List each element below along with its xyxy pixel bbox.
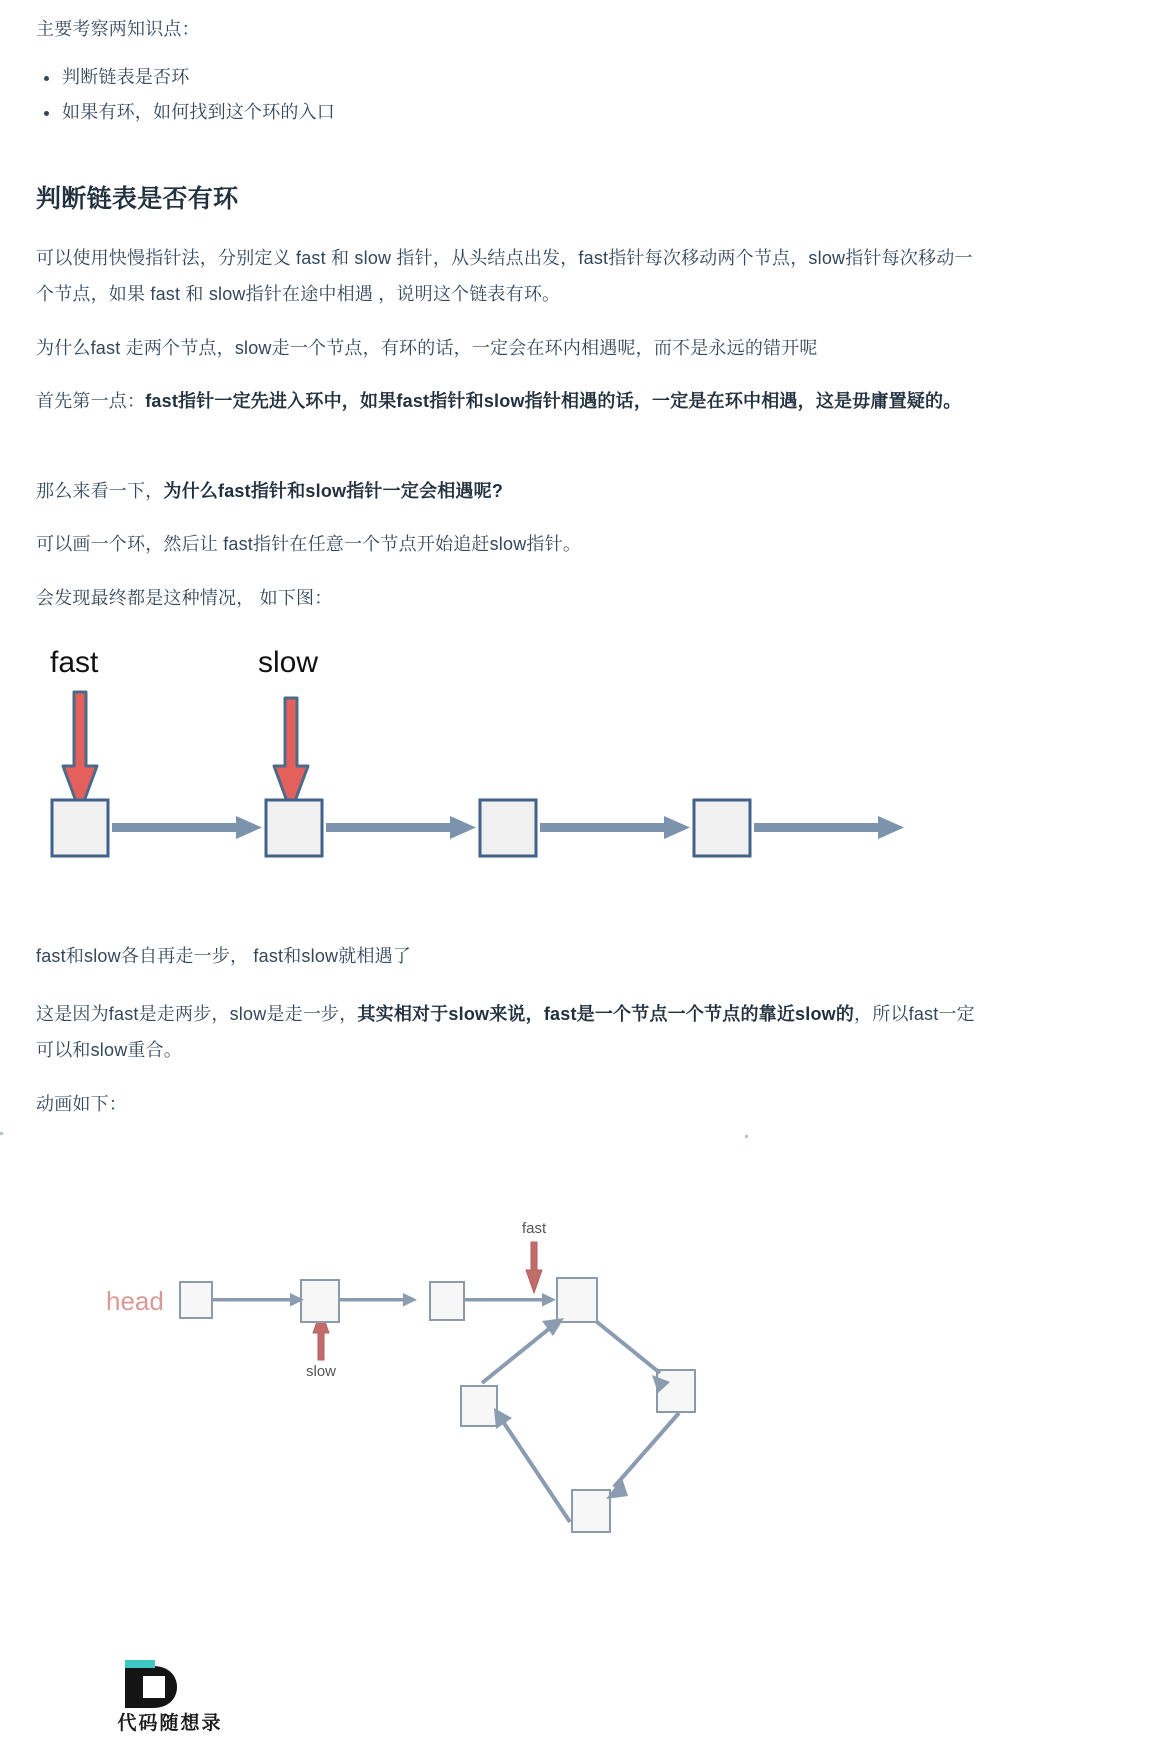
diagram-two-slow-label: slow (306, 1363, 337, 1380)
diagram-one-fast-label: fast (50, 646, 99, 679)
slow-pointer-arrow-icon (274, 698, 308, 812)
paragraph-reason (36, 996, 976, 1068)
list-item: 判断链表是否环 (62, 60, 335, 95)
paragraph-reason-tail: ，所以fast一定可以和slow重合。 (36, 1004, 975, 1060)
paragraph-reason-lead: 这是因为fast是走两步，slow是走一步， (36, 1004, 358, 1024)
cycle-list-node (180, 1282, 212, 1318)
cycle-list-node (430, 1282, 464, 1320)
linked-list-cycle-animation-diagram (36, 1130, 1036, 1600)
diagram-one-canvas (36, 640, 936, 870)
paragraph-draw-cycle: 可以画一个环，然后让 fast指针在任意一个节点开始追赶slow指针。 (36, 534, 582, 554)
paragraph-first-point-lead: 首先第一点： (36, 391, 146, 411)
logo-accent-bar (125, 1660, 155, 1668)
cycle-link-arrowheads (494, 1318, 670, 1499)
logo-letter-stem (125, 1666, 138, 1708)
cycle-list-link-arrows (212, 1293, 556, 1307)
diagram-two-fast-label: fast (522, 1220, 547, 1237)
cycle-node (461, 1386, 497, 1426)
list-node (694, 800, 750, 856)
cycle-node (657, 1370, 695, 1412)
paragraph-animation-intro: 动画如下： (36, 1094, 127, 1114)
list-item: 如果有环，如何找到这个环的入口 (62, 95, 335, 130)
paragraph-second-point-lead: 那么来看一下， (36, 481, 164, 501)
list-node (266, 800, 322, 856)
paragraph-second-point-emphasis: 为什么fast指针和slow指针一定会相遇呢? (163, 481, 504, 501)
paragraph-reason-emphasis: 其实相对于slow来说，fast是一个节点一个节点的靠近slow的 (357, 1004, 855, 1024)
knowledge-points-list (36, 60, 335, 130)
cycle-list-node (301, 1280, 339, 1322)
diagram-two-fast-arrow-icon (526, 1242, 542, 1293)
list-node (480, 800, 536, 856)
page-title: 判断链表是否有环 (36, 185, 239, 213)
cycle-list-node (557, 1278, 597, 1322)
paragraph-first-point-emphasis: fast指针一定先进入环中，如果fast指针和slow指针相遇的话，一定是在环中相遇，这是毋庸置疑的。 (145, 391, 962, 411)
diagram-one-slow-label: slow (258, 646, 319, 679)
cycle-node (572, 1490, 610, 1532)
paragraph-method: 可以使用快慢指针法，分别定义 fast 和 slow 指针，从头结点出发，fast指针每次移动两个节点，slow指针每次移动一个节点，如果 fast 和 slow指针在途中相遇 ，说明这个链表有环。 (36, 248, 973, 304)
logo-caption: 代码随想录 (117, 1713, 223, 1734)
diagram-two-head-label: head (106, 1286, 164, 1316)
paragraph-question: 为什么fast 走两个节点，slow走一个节点，有环的话，一定会在环内相遇呢，而不是永远的错开呢 (36, 338, 818, 358)
paragraph-second-point (36, 473, 976, 509)
intro-text: 主要考察两知识点： (36, 19, 200, 39)
site-logo (85, 1660, 255, 1740)
linked-list-fast-slow-diagram (36, 640, 936, 870)
diagram-two-canvas (36, 1130, 1036, 1600)
paragraph-figure-intro: 会发现最终都是这种情况， 如下图： (36, 588, 333, 608)
paragraph-first-point (36, 383, 976, 419)
list-node (52, 800, 108, 856)
fast-pointer-arrow-icon (63, 692, 97, 812)
paragraph-meet: fast和slow各自再走一步， fast和slow就相遇了 (36, 946, 412, 966)
decorative-dot-left (0, 1132, 3, 1135)
logo-letter-counter (143, 1676, 165, 1698)
